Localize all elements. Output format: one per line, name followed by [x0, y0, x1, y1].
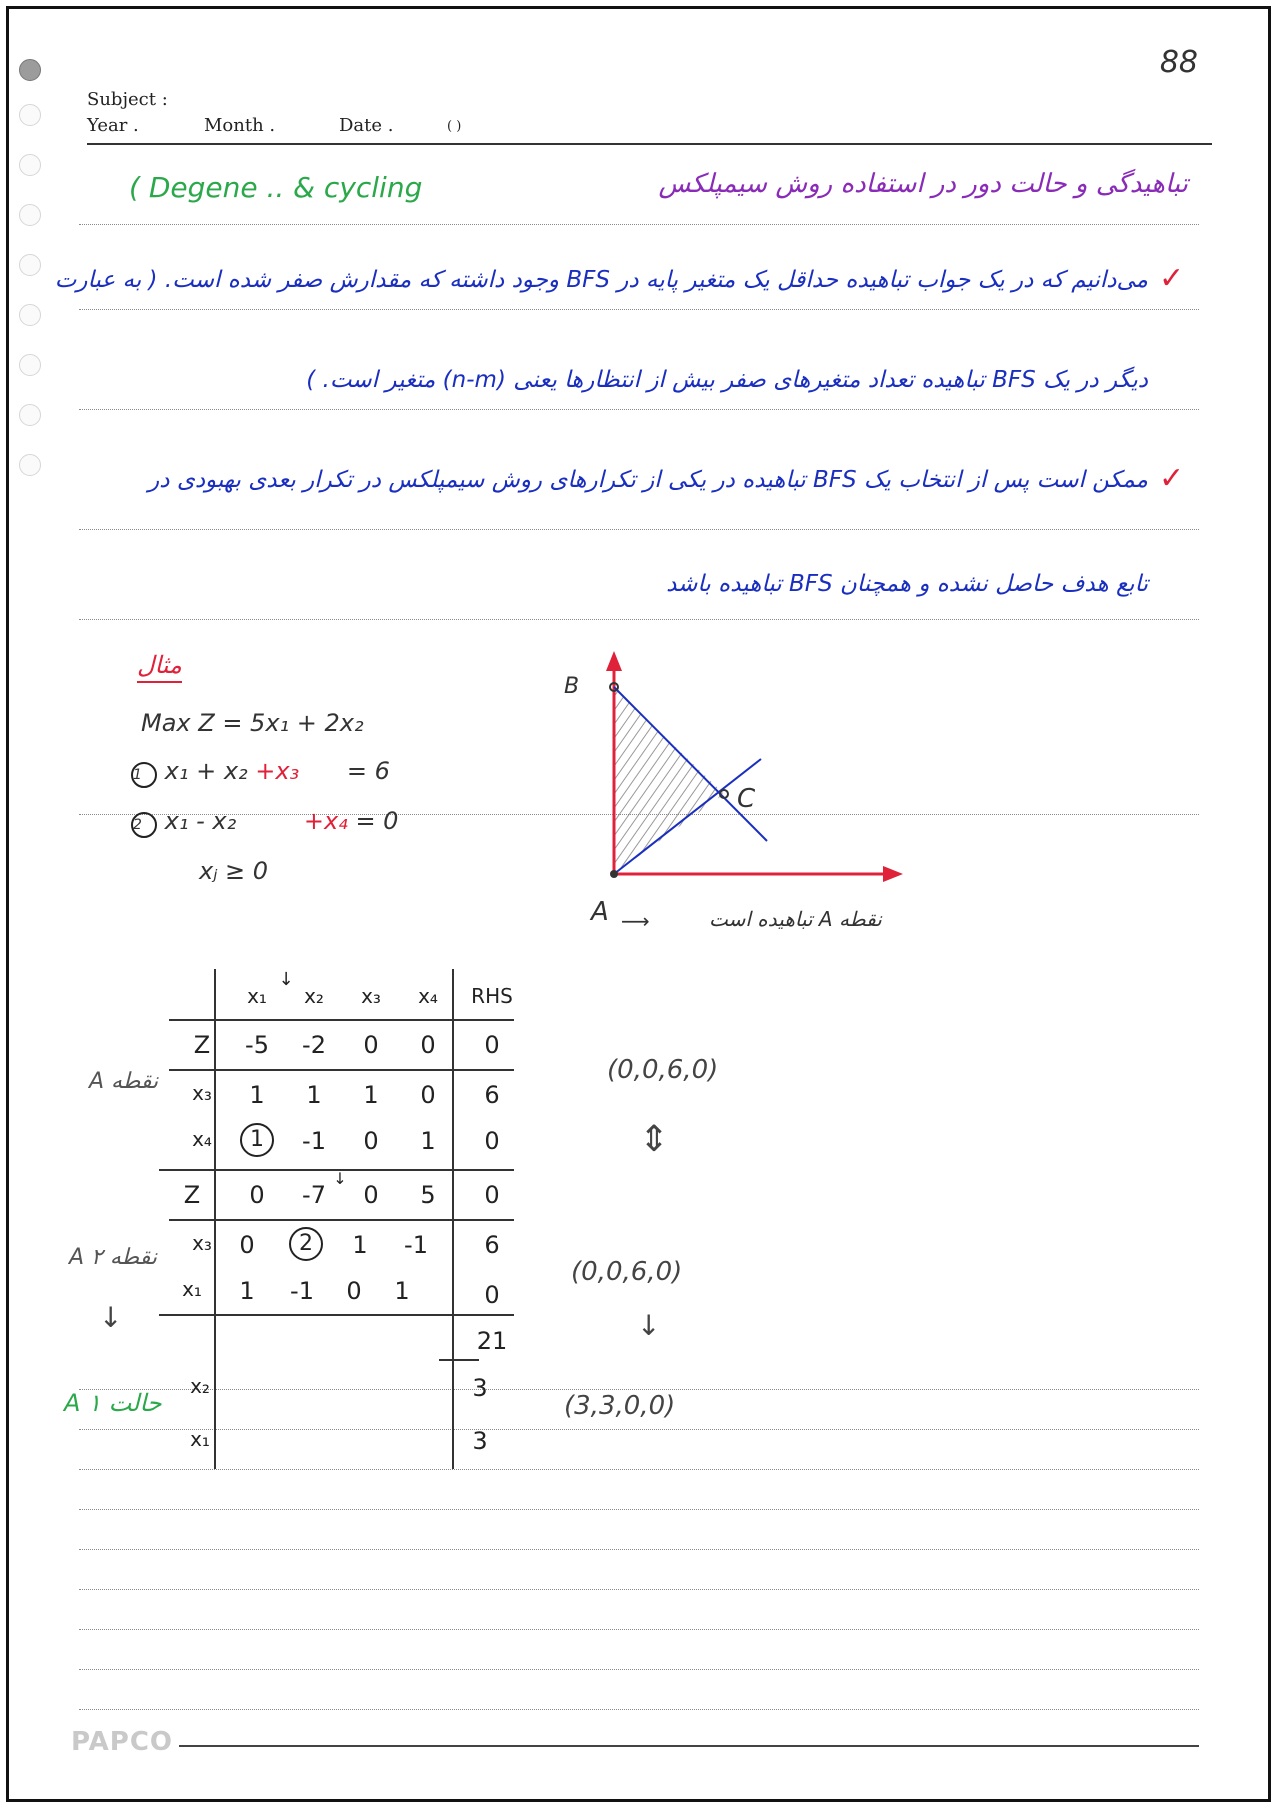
month-label: Month .	[204, 115, 276, 136]
table-cell-rhs: 6	[484, 1231, 500, 1259]
table-cell: -2	[302, 1031, 326, 1059]
page-number: 88	[1159, 45, 1198, 80]
slack-variable: +x₄	[303, 807, 348, 835]
table-cell: 0	[363, 1031, 379, 1059]
row-basis: Z	[183, 1181, 201, 1209]
table-cell: -1	[404, 1231, 428, 1259]
constraint-number: 2	[131, 812, 157, 838]
right-arrow-icon: ⟶	[621, 909, 650, 933]
table-cell-rhs: 3	[472, 1374, 488, 1402]
header-x4: x₄	[418, 984, 438, 1008]
row-basis: x₄	[192, 1127, 212, 1151]
paragraph-2-line-2: تابع هدف حاصل نشده و همچنان BFS تباهیده باشد	[666, 571, 1148, 597]
solution-3: (3,3,0,0)	[564, 1391, 676, 1421]
constraint-number: 1	[131, 762, 157, 788]
table-cell: 1	[352, 1231, 368, 1259]
row-basis: x₃	[192, 1231, 212, 1255]
vertex-b-label: B	[564, 674, 580, 699]
constraint-lhs: x₁ + x₂	[164, 757, 248, 785]
table-cell: 1	[363, 1081, 379, 1109]
table-cell: 0	[239, 1231, 255, 1259]
entering-arrow-icon: ↓	[333, 1169, 347, 1188]
paragraph-2-line-1: ممکن است پس از انتخاب یک BFS تباهیده در یکی از تکرارهای روش سیمپلکس در تکرار بعدی بهبودی در	[148, 467, 1148, 493]
constraint-rhs: = 0	[355, 807, 399, 835]
row-basis: x₃	[192, 1081, 212, 1105]
side-label-a2: A نقطه ۲	[69, 1245, 157, 1270]
simplex-tableau	[9, 9, 1271, 1802]
table-cell: 0	[363, 1181, 379, 1209]
slack-variable: +x₃	[255, 757, 300, 785]
table-cell-rhs: 6	[484, 1081, 500, 1109]
down-arrow-icon: ↓	[637, 1309, 661, 1342]
table-cell-rhs: 0	[484, 1181, 500, 1209]
check-mark-icon: ✓	[1159, 461, 1185, 496]
table-cell-rhs: 3	[472, 1427, 488, 1455]
tableau-horizontal-line	[159, 1314, 514, 1316]
table-cell: -7	[302, 1181, 326, 1209]
header-x3: x₃	[361, 984, 381, 1008]
table-cell: 5	[420, 1181, 436, 1209]
year-label: Year .	[87, 115, 139, 136]
vertex-a-label: A	[591, 897, 609, 927]
tableau-horizontal-line	[169, 1069, 514, 1071]
paragraph-1-line-2: دیگر در یک BFS تباهیده تعداد متغیرهای صفر بیش از انتظارها یعنی (n-m) متغیر است. )	[306, 367, 1148, 393]
pivot-circle: 2	[289, 1227, 323, 1261]
solution-1: (0,0,6,0)	[607, 1055, 719, 1085]
objective-function: Max Z = 5x₁ + 2x₂	[141, 709, 364, 737]
table-cell: 1	[249, 1081, 265, 1109]
table-cell: -5	[245, 1031, 269, 1059]
constraint-lhs: x₁ - x₂	[164, 807, 237, 835]
table-cell: 1	[420, 1127, 436, 1155]
constraint-rhs: = 6	[346, 757, 390, 785]
objective-value: 21	[476, 1327, 508, 1355]
vertex-c-label: C	[737, 784, 756, 814]
footer-rule	[179, 1745, 1199, 1747]
check-mark-icon: ✓	[1159, 261, 1185, 296]
header-x1: x₁	[247, 984, 267, 1008]
table-cell: 0	[249, 1181, 265, 1209]
row-basis: x₁	[190, 1427, 210, 1451]
pivot-cell	[283, 1227, 329, 1261]
papco-logo: PAPCO	[71, 1727, 174, 1757]
paragraph-1-line-1: می‌دانیم که در یک جواب تباهیده حداقل یک متغیر پایه در BFS وجود داشته که مقدارش صفر شده است. ( به عبارت	[54, 267, 1148, 293]
tableau-horizontal-line	[439, 1359, 479, 1361]
pivot-cell	[234, 1123, 280, 1157]
table-cell-rhs: 0	[484, 1127, 500, 1155]
table-cell: 1	[306, 1081, 322, 1109]
tableau-horizontal-line	[169, 1219, 514, 1221]
table-cell: 0	[363, 1127, 379, 1155]
side-label-a3: A ۱ حالت	[64, 1389, 162, 1417]
title-persian: تباهیدگی و حالت دور در استفاده روش سیمپلکس	[658, 169, 1188, 199]
row-basis: x₂	[190, 1374, 210, 1398]
table-cell: 0	[420, 1081, 436, 1109]
pivot-circle: 1	[240, 1123, 274, 1157]
table-cell: 1	[239, 1277, 255, 1305]
nonnegativity: xⱼ ≥ 0	[199, 857, 269, 885]
header-rhs: RHS	[471, 984, 513, 1008]
up-down-arrow-icon: ⇕	[639, 1119, 670, 1160]
table-cell-rhs: 0	[484, 1281, 500, 1309]
row-basis: x₁	[182, 1277, 202, 1301]
side-label-a1: A نقطه	[89, 1069, 159, 1094]
table-cell: -1	[290, 1277, 314, 1305]
title-english: ( Degene .. & cycling	[129, 171, 423, 204]
tableau-horizontal-line	[169, 1019, 514, 1021]
subject-label: Subject :	[87, 89, 168, 110]
table-cell-rhs: 0	[484, 1031, 500, 1059]
example-heading: مثال	[137, 651, 182, 683]
table-cell: 0	[420, 1031, 436, 1059]
table-cell: 1	[394, 1277, 410, 1305]
row-basis: Z	[193, 1031, 211, 1059]
notebook-page	[6, 6, 1271, 1802]
header-x2: x₂	[304, 984, 324, 1008]
date-brackets: ( )	[447, 119, 462, 134]
table-cell: 0	[346, 1277, 362, 1305]
degenerate-point-note: نقطه A تباهیده است	[709, 907, 882, 931]
entering-arrow-icon: ↓	[278, 969, 294, 990]
date-label: Date .	[339, 115, 394, 136]
down-arrow-icon: ↓	[99, 1301, 123, 1334]
table-cell: -1	[302, 1127, 326, 1155]
solution-2: (0,0,6,0)	[571, 1257, 683, 1287]
